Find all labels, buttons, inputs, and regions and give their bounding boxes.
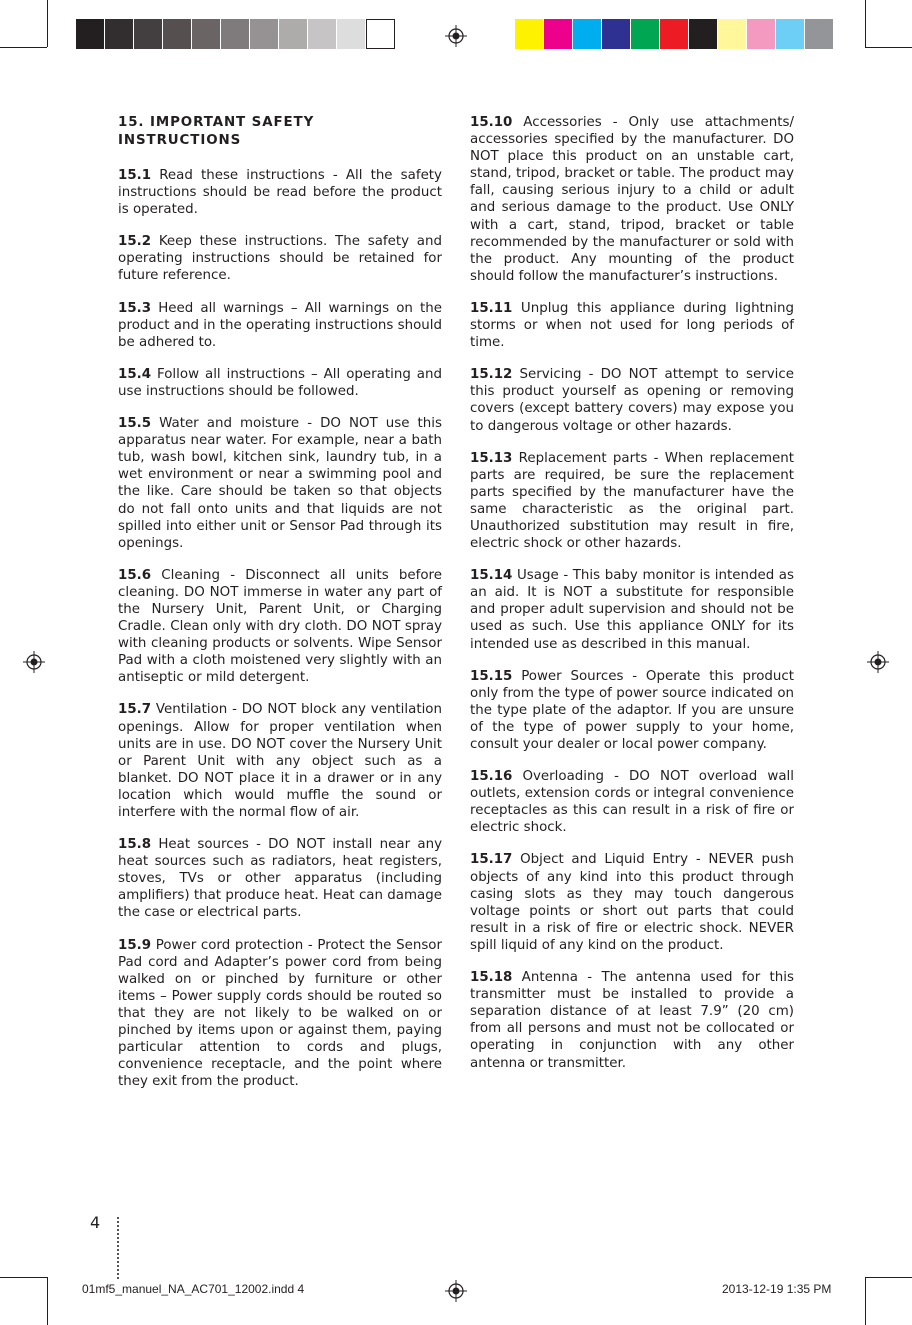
left-column	[118, 114, 442, 1105]
color-swatch	[515, 19, 544, 49]
instruction-number: 15.5	[118, 416, 152, 432]
instruction-number: 15.1	[118, 168, 152, 183]
crop-mark	[865, 1277, 912, 1278]
instruction-item	[118, 701, 442, 821]
color-swatch	[805, 19, 834, 49]
color-swatch	[308, 19, 337, 49]
instruction-text: Heat sources - DO NOT install near any heat sources such as radiators, heat registers, stoves, TVs or other apparatus (including amplifiers) that produce heat. Heat can damage the case or electrical parts.	[118, 837, 442, 921]
color-swatch	[718, 19, 747, 49]
color-swatch	[192, 19, 221, 49]
instruction-text: Object and Liquid Entry - NEVER push objects of any kind into this product through casing slots as they may touch dangerous voltage points or short out parts that could result in a risk of fire or electric shock. NEVER spill liquid of any kind on the product.	[470, 852, 794, 953]
instruction-text: Servicing - DO NOT attempt to service this product yourself as opening or removing covers (except battery covers) may expose you to dangerous voltage or other hazards.	[470, 367, 794, 434]
instruction-number: 15.3	[118, 300, 152, 316]
instruction-item	[470, 450, 794, 553]
instruction-number: 15.12	[470, 367, 513, 383]
instruction-text: Follow all instructions – All operating and use instructions should be followed.	[118, 366, 442, 399]
instruction-text: Power cord protection - Protect the Sensor Pad cord and Adapter’s power cord from being walked on or pinched by furniture or other items – Power supply cords should be routed so that they are not likely to be walked on or pinched by items upon or against them, paying particular attention to cords and plugs, convenience receptacle, and the point where they exit from the product.	[118, 937, 442, 1090]
color-swatch	[573, 19, 602, 49]
instruction-number: 15.15	[470, 668, 513, 684]
slug-datetime: 2013-12-19 1:35 PM	[722, 1282, 832, 1296]
color-swatch	[689, 19, 718, 49]
instruction-text: Read these instructions - All the safety instructions should be read before the product is operated.	[118, 168, 442, 218]
color-swatch	[105, 19, 134, 49]
instruction-item	[118, 937, 442, 1091]
instruction-item	[118, 415, 442, 552]
color-swatch	[366, 19, 395, 49]
instruction-number: 15.9	[118, 937, 152, 953]
grayscale-color-bar	[76, 19, 395, 49]
crop-mark	[865, 0, 866, 47]
instruction-number: 15.13	[470, 450, 513, 466]
color-swatch	[544, 19, 573, 49]
instruction-item	[470, 768, 794, 836]
instruction-number: 15.4	[118, 366, 152, 382]
color-swatch	[221, 19, 250, 49]
instruction-number: 15.10	[470, 115, 513, 130]
instruction-item	[470, 969, 794, 1072]
instruction-number: 15.6	[118, 567, 152, 583]
crop-mark	[865, 47, 912, 48]
instruction-item	[470, 851, 794, 954]
crop-mark	[0, 47, 47, 48]
instruction-number: 15.11	[470, 300, 513, 316]
color-swatch	[776, 19, 805, 49]
registration-mark-icon	[445, 1280, 467, 1302]
crop-mark	[0, 1277, 47, 1278]
color-swatch	[337, 19, 366, 49]
color-swatch	[660, 19, 689, 49]
instruction-text: Ventilation - DO NOT block any ventilation openings. Allow for proper ventilation when units are in use. DO NOT cover the Nursery Unit or Parent Unit with any object such as a blanket. DO NOT place it in a drawer or in any location which would muffle the sound or interfere with the normal flow of air.	[118, 702, 442, 820]
instruction-item	[118, 567, 442, 687]
instruction-text: Heed all warnings – All warnings on the product and in the operating instructions should be adhered to.	[118, 300, 442, 350]
instruction-text: Keep these instructions. The safety and operating instructions should be retained for future reference.	[118, 234, 442, 284]
crop-mark	[47, 0, 48, 47]
instruction-item	[118, 167, 442, 218]
instruction-item	[118, 300, 442, 351]
instruction-item	[118, 233, 442, 284]
color-swatch	[134, 19, 163, 49]
registration-mark-icon	[867, 651, 889, 673]
registration-mark-icon	[23, 651, 45, 673]
instruction-number: 15.2	[118, 234, 152, 250]
instruction-number: 15.7	[118, 702, 152, 718]
slug-filename: 01mf5_manuel_NA_AC701_12002.indd 4	[82, 1282, 305, 1296]
crop-mark	[47, 1277, 48, 1325]
crop-mark	[865, 1277, 866, 1325]
instruction-number: 15.8	[118, 837, 152, 853]
instruction-number: 15.14	[470, 568, 513, 584]
right-column	[470, 114, 794, 1087]
process-color-bar	[515, 19, 834, 49]
color-swatch	[631, 19, 660, 49]
dotted-rule	[117, 1217, 119, 1279]
instruction-item	[470, 668, 794, 753]
instruction-item	[118, 836, 442, 921]
instruction-text: Overloading - DO NOT overload wall outlets, extension cords or integral convenience receptacles as this can result in a risk of fire or electric shock.	[470, 769, 794, 836]
instruction-text: Accessories - Only use attachments/ accessories specified by the manufacturer. DO NOT place this product on an unstable cart, stand, tripod, bracket or table. The product may fall, causing serious injury to a child or adult and serious damage to the product. Use ONLY with a cart, stand, tripod, bracket or table recommended by the manufacturer or sold with the product. Any mounting of the product should follow the manufacturer’s instructions.	[470, 115, 794, 284]
instruction-item	[470, 114, 794, 285]
instruction-item	[470, 567, 794, 652]
color-swatch	[602, 19, 631, 49]
instruction-number: 15.18	[470, 970, 513, 986]
color-swatch	[76, 19, 105, 49]
instruction-item	[118, 366, 442, 400]
color-swatch	[250, 19, 279, 49]
instruction-text: Cleaning - Disconnect all units before cleaning. DO NOT immerse in water any part of the Nursery Unit, Parent Unit, or Charging Cradle. Clean only with dry cloth. DO NOT spray with cleaning products or solvents. Wipe Sensor Pad with a cloth moistened very slightly with an antiseptic or mild detergent.	[118, 567, 442, 686]
instruction-text: Water and moisture - DO NOT use this apparatus near water. For example, near a bath tub, wash bowl, kitchen sink, laundry tub, in a wet environment or near a swimming pool and the like. Care should be taken so that objects do not fall onto units and that liquids are not spilled into either unit or Sensor Pad through its openings.	[118, 416, 442, 551]
instruction-number: 15.17	[470, 852, 513, 868]
instruction-text: Usage - This baby monitor is intended as an aid. It is NOT a substitute for responsible and proper adult supervision and should not be used as such. Use this appliance ONLY for its intended use as described in this manual.	[470, 568, 794, 652]
instruction-text: Replacement parts - When replacement parts are required, be sure the replacement parts specified by the manufacturer have the same characteristic as the original part. Unauthorized substitution may result in fire, electric shock or other hazards.	[470, 450, 794, 552]
color-swatch	[163, 19, 192, 49]
instruction-item	[470, 300, 794, 351]
instruction-item	[470, 366, 794, 434]
color-swatch	[279, 19, 308, 49]
color-swatch	[747, 19, 776, 49]
registration-mark-icon	[445, 25, 467, 47]
page-number: 4	[90, 1213, 101, 1232]
instruction-number: 15.16	[470, 769, 513, 785]
instruction-text: Antenna - The antenna used for this transmitter must be installed to provide a separation distance of at least 7.9” (20 cm) from all persons and must not be collocated or operating in conjunction with any other antenna or transmitter.	[470, 970, 794, 1071]
page-title: 15. IMPORTANT SAFETY INSTRUCTIONS	[118, 115, 315, 148]
instruction-text: Unplug this appliance during lightning storms or when not used for long periods of time.	[470, 300, 794, 351]
instruction-text: Power Sources - Operate this product only from the type of power source indicated on the type plate of the adaptor. If you are unsure of the type of power supply to your home, consult your dealer or local power company.	[470, 668, 794, 752]
